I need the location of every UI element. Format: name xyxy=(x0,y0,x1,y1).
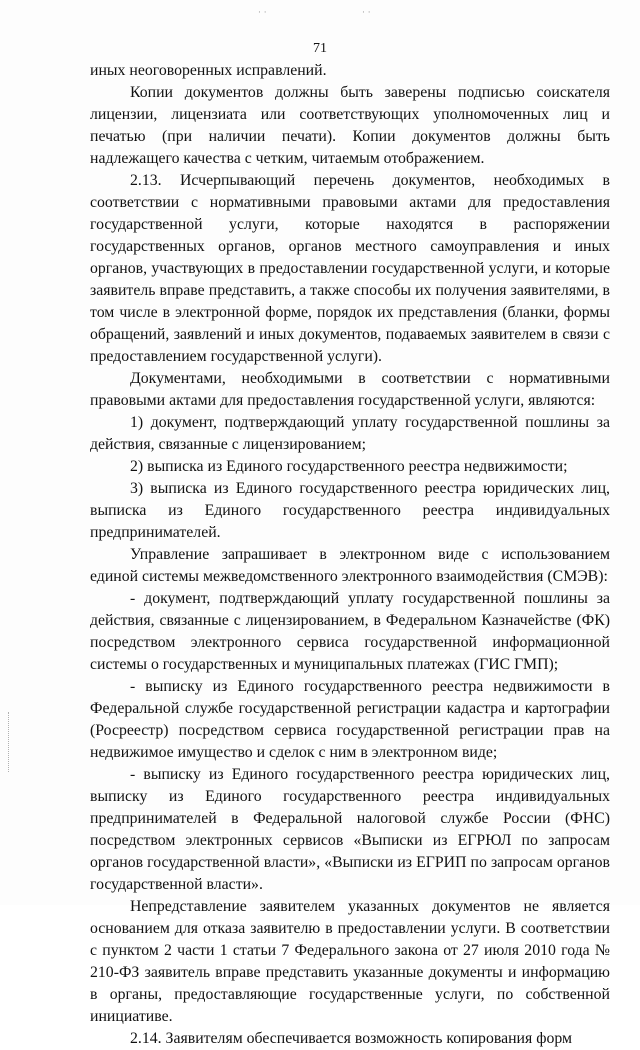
paragraph: - документ, подтверждающий уплату государственной пошлины за действия, связанные с лицензированием, в Федеральном Казначействе (ФК) посредством электронного сервиса государственной информационной системы о государственных и муниципальных платежах (ГИС ГМП); xyxy=(90,590,610,673)
paragraph: 1) документ, подтверждающий уплату государственной пошлины за действия, связанные с лицензированием; xyxy=(90,414,610,453)
scan-artifact: · · xyxy=(362,8,371,18)
scan-artifact: · · xyxy=(258,8,267,18)
scan-margin-mark xyxy=(8,712,11,772)
paragraph: 2) выписка из Единого государственного реестра недвижимости; xyxy=(130,458,568,475)
paragraph: Документами, необходимыми в соответствии с нормативными правовыми актами для предоставления государственной услуги, являются: xyxy=(90,370,610,409)
paragraph: Непредставление заявителем указанных документов не является основанием для отказа заявителю в предоставлении услуги. В соответствии с пунктом 2 части 1 статьи 7 Федерального закона от 27 июля 2010 года № 210-ФЗ заявитель вправе представить указанные документы и информацию в органы, предоставляющие государственные услуги, по собственной инициативе. xyxy=(90,898,610,1025)
paragraph: Управление запрашивает в электронном виде с использованием единой системы межведомственного электронного взаимодействия (СМЭВ): xyxy=(90,546,610,585)
paragraph: - выписку из Единого государственного реестра юридических лиц, выписку из Единого государственного реестра индивидуальных предпринимателей в Федеральной налоговой службе России (ФНС) посредством электронных сервисов «Выписки из ЕГРЮЛ по запросам органов государственной власти», «Выписки из ЕГРИП по запросам органов государственной власти». xyxy=(90,766,610,893)
paragraph: 2.13. Исчерпывающий перечень документов, необходимых в соответствии с нормативными правовыми актами для предоставления государственной услуги, которые находятся в распоряжении государственных органов, органов местного самоуправления и иных органов, участвующих в предоставлении государственной услуги, и которые заявитель вправе представить, а также способы их получения заявителями, в том числе в электронной форме, порядок их представления (бланки, формы обращений, заявлений и иных документов, подаваемых заявителем в связи с предоставлением государственной услуги). xyxy=(90,172,610,365)
paragraph: иных неоговоренных исправлений. xyxy=(90,62,327,79)
paragraph: 3) выписка из Единого государственного реестра юридических лиц, выписка из Единого государственного реестра индивидуальных предпринимателей. xyxy=(90,480,610,541)
document-body xyxy=(90,60,610,1050)
paragraph: Копии документов должны быть заверены подписью соискателя лицензии, лицензиата или соответствующих уполномоченных лиц и печатью (при наличии печати). Копии документов должны быть надлежащего качества с четким, читаемым отображением. xyxy=(90,84,610,167)
paragraph: 2.14. Заявителям обеспечивается возможность копирования форм xyxy=(130,1030,573,1047)
paragraph: - выписку из Единого государственного реестра недвижимости в Федеральной службе государственной регистрации кадастра и картографии (Росреестр) посредством сервиса государственной регистрации прав на недвижимое имущество и сделок с ним в электронном виде; xyxy=(90,678,610,761)
page-number: 71 xyxy=(313,41,327,56)
